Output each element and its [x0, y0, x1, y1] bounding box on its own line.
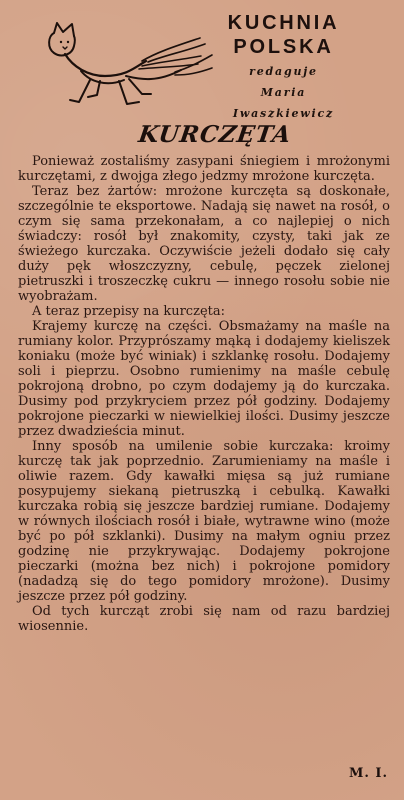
cat-drawing-icon [30, 18, 220, 133]
credit-line-2: Maria [260, 86, 307, 99]
column-title-bottom: POLSKA [233, 36, 334, 58]
paragraph-6: Od tych kurcząt zrobi się nam od razu bardziej wiosennie. [18, 604, 390, 634]
paragraph-3: A teraz przepisy na kurczęta: [32, 304, 225, 319]
paragraph-2: Teraz bez żartów: mrożone kurczęta są doskonałe, szczególnie te eksportowe. Nadają się nawet na rosół, o czym się sama przekonałam, a co najlepiej o nich świadczy: rosół był znakomity, czysty, taki jak ze świeżego kurczaka. Oczywiście jeżeli dodało się cały duży pęk włoszczyzny, cebulę, pęczek zielonej pietruszki i troszeczkę cukru — innego rosołu sobie nie wyobrażam. [18, 184, 390, 304]
paragraph-1: Ponieważ zostaliśmy zasypani śniegiem i mrożonymi kurczętami, z dwojga złego jedzmy mrożone kurczęta. [18, 154, 390, 184]
article-title: KURCZĘTA [136, 121, 294, 148]
column-title-top: KUCHNIA [227, 12, 340, 34]
credit-line-1: redaguje [249, 65, 318, 78]
credit-line-3: Iwaszkiewicz [232, 107, 335, 120]
paragraph-5: Inny sposób na umilenie sobie kurczaka: kroimy kurczę tak jak poprzednio. Zarumieniamy na maśle i oliwie razem. Gdy kawałki mięsa są już rumiane posypujemy siekaną pietruszką i cebulką. Kawałki kurczaka robią się jeszcze bardziej rumiane. Dodajemy w równych ilościach rosół i białe, wytrawne wino (może być po pół szklanki). Dusimy na małym ogniu przez godzinę nie przykrywając. Dodajemy pokrojone pieczarki (można bez nich) i pokrojone pomidory (nadadzą się do tego pomidory mrożone). Dusimy jeszcze przez pół godziny. [18, 439, 390, 604]
column-header [196, 12, 371, 121]
signature: M. I. [348, 766, 388, 781]
paragraph-4: Krajemy kurczę na części. Obsmażamy na maśle na rumiany kolor. Przyprószamy mąką i dodajemy kieliszek koniaku (może być winiak) i szklankę rosołu. Dodajemy soli i pieprzu. Osobno rumienimy na maśle cebulę pokrojoną drobno, po czym dodajemy ją do kurczaka. Dusimy pod przykryciem przez pół godziny. Dodajemy pokrojone pieczarki w niewielkiej ilości. Dusimy jeszcze przez dwadzieścia minut. [18, 319, 390, 439]
article-body [18, 154, 390, 634]
